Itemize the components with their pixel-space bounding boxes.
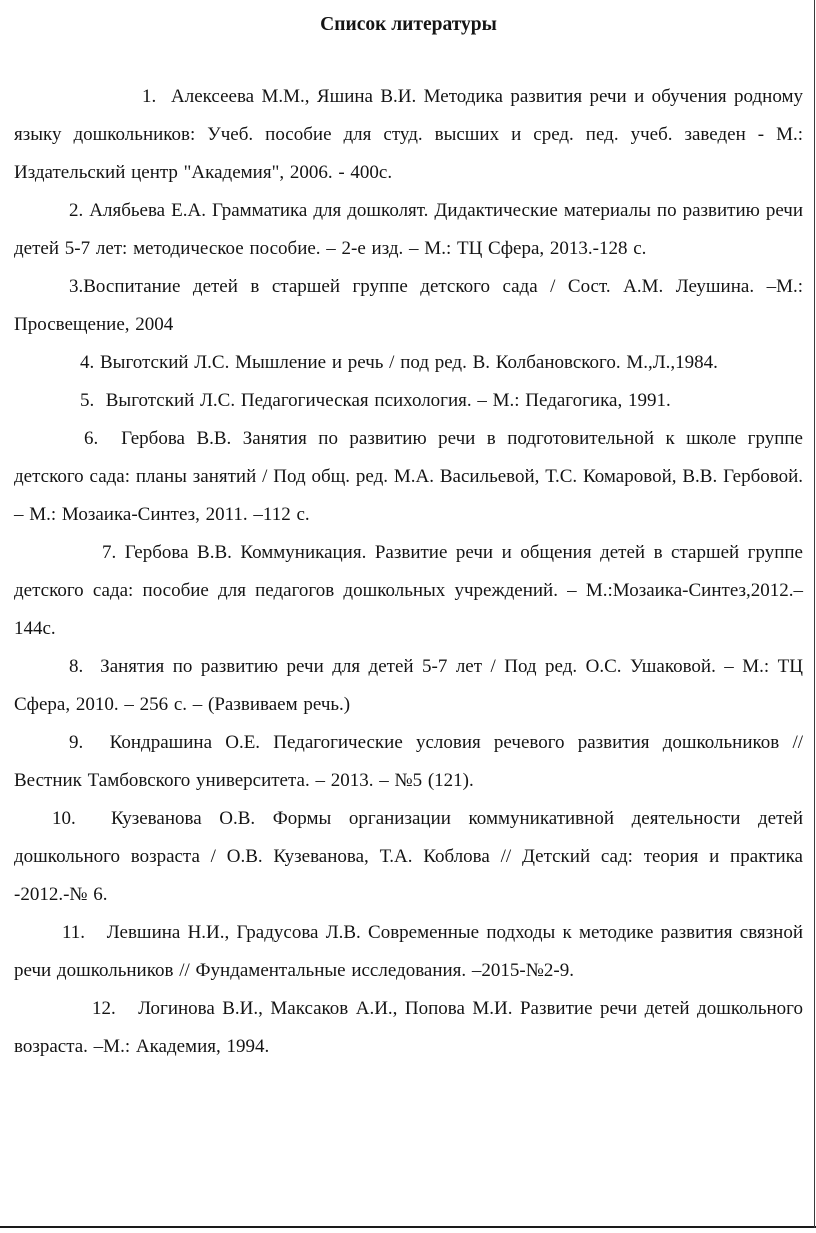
reference-item-7: 7. Гербова В.В. Коммуникация. Развитие речи и общения детей в старшей группе детского сада: пособие для педагогов дошкольных учреждений. – М.:Мозаика-Синтез,2012.–144с. <box>14 542 803 639</box>
reference-item-11: 11. Левшина Н.И., Градусова Л.В. Современные подходы к методике развития связной речи дошкольников // Фундаментальные исследования. –2015-№2-9. <box>14 922 803 981</box>
reference-item-9: 9. Кондрашина О.Е. Педагогические условия речевого развития дошкольников // Вестник Тамбовского университета. – 2013. – №5 (121). <box>14 732 803 791</box>
reference-item-8: 8. Занятия по развитию речи для детей 5-7 лет / Под ред. О.С. Ушаковой. – М.: ТЦ Сфера, 2010. – 256 с. – (Развиваем речь.) <box>14 656 803 715</box>
page-border-right-line <box>814 0 815 1228</box>
reference-item-1: 1. Алексеева М.М., Яшина В.И. Методика развития речи и обучения родному языку дошкольников: Учеб. пособие для студ. высших и сред. пед. учеб. заведен - М.: Издательский центр "Академия", 2006. - 400с. <box>14 86 803 183</box>
reference-item-2: 2. Алябьева Е.А. Грамматика для дошколят. Дидактические материалы по развитию речи детей 5-7 лет: методическое пособие. – 2-е изд. – М.: ТЦ Сфера, 2013.-128 с. <box>14 200 803 259</box>
reference-item-6: 6. Гербова В.В. Занятия по развитию речи в подготовительной к школе группе детского сада: планы занятий / Под общ. ред. М.А. Васильевой, Т.С. Комаровой, В.В. Гербовой. – М.: Мозаика-Синтез, 2011. –112 с. <box>14 428 803 525</box>
reference-item-10: 10. Кузеванова О.В. Формы организации коммуникативной деятельности детей дошкольного возраста / О.В. Кузеванова, Т.А. Коблова // Детский сад: теория и практика -2012.-№ 6. <box>14 808 803 905</box>
page-border-bottom-line <box>0 1226 816 1228</box>
reference-item-4: 4. Выготский Л.С. Мышление и речь / под ред. В. Колбановского. М.,Л.,1984. <box>80 352 718 373</box>
reference-item-3: 3.Воспитание детей в старшей группе детского сада / Сост. А.М. Леушина. –М.: Просвещение, 2004 <box>14 276 803 335</box>
reference-item-12: 12. Логинова В.И., Максаков А.И., Попова М.И. Развитие речи детей дошкольного возраста. –М.: Академия, 1994. <box>14 998 803 1057</box>
reference-item-5: 5. Выготский Л.С. Педагогическая психология. – М.: Педагогика, 1991. <box>80 390 671 411</box>
page-title: Список литературы <box>320 14 497 35</box>
reference-list <box>14 78 803 1066</box>
